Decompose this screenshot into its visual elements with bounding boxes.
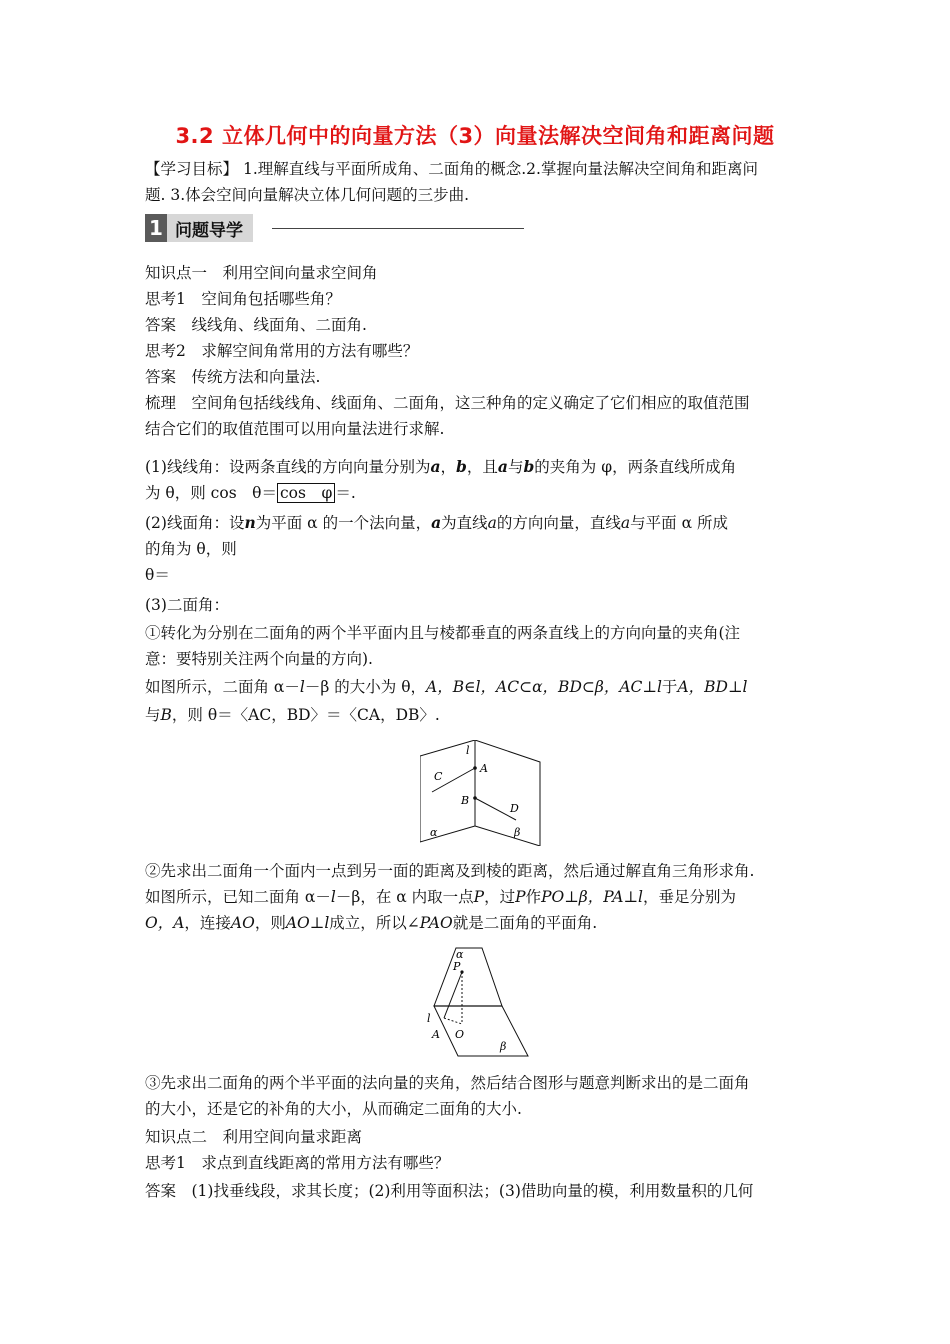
- point-p: P: [473, 888, 485, 906]
- think-3: 思考1 求点到直线距离的常用方法有哪些？: [145, 1154, 450, 1172]
- text: 于: [661, 678, 678, 696]
- method-1-line-1: ①转化为分别在二面角的两个半平面内且与棱都垂直的两条直线上的方向向量的夹角(注: [145, 624, 741, 642]
- vector-b: b: [456, 457, 467, 476]
- text: 如图所示，已知二面角 α－: [145, 888, 331, 906]
- math-text: PO⊥β，PA⊥l: [541, 888, 643, 906]
- answer-1: 答案 线线角、线面角、二面角.: [145, 316, 367, 334]
- dihedral-heading: (3)二面角：: [145, 596, 229, 614]
- text: －β，在 α 内取一点: [335, 888, 474, 906]
- method-3-line-1: ③先求出二面角的两个半平面的法向量的夹角，然后结合图形与题意判断求出的是二面角: [145, 1074, 750, 1092]
- knowledge-point-2: 知识点二 利用空间向量求距离: [145, 1128, 363, 1146]
- line-plane-angle-line-2: 的角为 θ，则: [145, 540, 237, 558]
- vector-b: b: [523, 457, 535, 476]
- method-1-line-4: [145, 705, 810, 725]
- text: 为直线: [441, 514, 488, 532]
- point-p: P: [515, 888, 526, 906]
- point-a-dot: [473, 766, 477, 770]
- label-a: A: [432, 1028, 440, 1041]
- method-1-line-3: [145, 677, 810, 697]
- objectives-line-2: 题. 3.体会空间向量解决立体几何问题的三步曲.: [145, 186, 470, 204]
- method-2-line-3: [145, 913, 810, 933]
- label-beta: β: [514, 826, 521, 839]
- plane-beta: [434, 1006, 528, 1056]
- section-badge: [145, 214, 253, 242]
- label-a: A: [480, 762, 488, 775]
- summary-line-2: 结合它们的取值范围可以用向量法进行求解.: [145, 420, 445, 438]
- page-title: 3.2 立体几何中的向量方法（3）向量法解决空间角和距离问题: [175, 124, 775, 148]
- label-d: D: [510, 802, 519, 815]
- text: 与: [507, 458, 524, 476]
- text: 与: [145, 706, 161, 724]
- dihedral-figure-1: [420, 740, 544, 846]
- text: 成立，所以∠: [329, 914, 420, 932]
- math-text: A，B∈l，AC⊂α，BD⊂β，AC⊥l: [426, 678, 662, 696]
- method-2-line-1: ②先求出二面角一个面内一点到另一面的距离及到棱的距离，然后通过解直角三角形求角.: [145, 862, 755, 880]
- method-2-line-2: [145, 887, 810, 907]
- text: ，垂足分别为: [643, 888, 737, 906]
- edge-l: l: [299, 678, 305, 696]
- label-p: P: [453, 960, 461, 973]
- label-alpha: α: [430, 826, 438, 839]
- section-number: 1: [145, 214, 167, 242]
- label-alpha: α: [456, 948, 464, 961]
- theta-equals: θ＝: [145, 566, 170, 584]
- text: ，过: [484, 888, 516, 906]
- point-p-dot: [460, 970, 463, 973]
- plane-alpha: [434, 948, 502, 1006]
- objectives-text-1: 1.理解直线与平面所成角、二面角的概念.2.掌握向量法解决空间角和距离问: [242, 160, 758, 178]
- label-b: B: [461, 794, 470, 807]
- section-label: 问题导学: [167, 214, 253, 242]
- math-text: PAO: [419, 914, 453, 932]
- label-beta: β: [500, 1040, 507, 1053]
- text: ＝.: [335, 484, 356, 502]
- line-a: a: [487, 514, 497, 532]
- vector-a: a: [431, 513, 442, 532]
- text: 为平面 α 的一个法向量，: [255, 514, 432, 532]
- answer-2: 答案 传统方法和向量法.: [145, 368, 321, 386]
- think-2: 思考2 求解空间角常用的方法有哪些？: [145, 342, 419, 360]
- line-plane-angle-line-1: [145, 513, 810, 533]
- text: ，则 θ＝〈AC，BD〉＝〈CA，DB〉.: [171, 706, 440, 724]
- answer-3: 答案 (1)找垂线段，求其长度；(2)利用等面积法；(3)借助向量的模，利用数量积的几何: [145, 1182, 754, 1200]
- vector-a: a: [430, 457, 441, 476]
- line-angle-line-2: [145, 483, 810, 503]
- line-pa: [444, 972, 462, 1018]
- vector-n: n: [244, 513, 256, 532]
- math-text: O，A: [145, 914, 185, 932]
- point-b: B: [160, 706, 172, 724]
- text: (2)线面角：设: [145, 514, 245, 532]
- label-l: l: [427, 1012, 431, 1025]
- edge-l: l: [330, 888, 336, 906]
- label-o: O: [455, 1028, 465, 1041]
- dihedral-figure-2: [422, 946, 534, 1058]
- text: ，连接: [184, 914, 231, 932]
- text: ，且: [466, 458, 498, 476]
- text: 的夹角为 φ，两条直线所成角: [534, 458, 737, 476]
- vector-a: a: [497, 457, 508, 476]
- think-1: 思考1 空间角包括哪些角？: [145, 290, 341, 308]
- text: 的方向向量，直线: [496, 514, 621, 532]
- objectives-label: 【学习目标】: [145, 160, 239, 178]
- text: 为 θ，则 cos θ＝: [145, 484, 277, 502]
- text: 就是二面角的平面角.: [452, 914, 598, 932]
- cos-phi-box: cos φ: [277, 483, 335, 503]
- label-c: C: [434, 770, 443, 783]
- text: ，则: [254, 914, 286, 932]
- text: 与平面 α 所成: [630, 514, 728, 532]
- knowledge-point-1: 知识点一 利用空间向量求空间角: [145, 264, 378, 282]
- line-a: a: [620, 514, 631, 532]
- summary-line-1: 梳理 空间角包括线线角、线面角、二面角，这三种角的定义确定了它们相应的取值范围: [145, 394, 750, 412]
- text: ，: [440, 458, 457, 476]
- line-angle-line-1: [145, 457, 810, 477]
- line-ao: [444, 1018, 462, 1024]
- text: (1)线线角：设两条直线的方向向量分别为: [145, 458, 431, 476]
- method-3-line-2: 的大小，还是它的补角的大小，从而确定二面角的大小.: [145, 1100, 522, 1118]
- objectives-line-1: [145, 159, 810, 179]
- text: －β 的大小为 θ，: [304, 678, 427, 696]
- text: 如图所示，二面角 α－: [145, 678, 300, 696]
- math-text: A，BD⊥l: [677, 678, 748, 696]
- math-text: AO: [230, 914, 255, 932]
- method-1-line-2: 意：要特别关注两个向量的方向).: [145, 650, 373, 668]
- text: 作: [525, 888, 542, 906]
- math-text: AO⊥l: [285, 914, 330, 932]
- label-l: l: [466, 744, 470, 757]
- plane-beta: [475, 740, 540, 846]
- point-b-dot: [473, 796, 477, 800]
- section-divider: [272, 228, 524, 229]
